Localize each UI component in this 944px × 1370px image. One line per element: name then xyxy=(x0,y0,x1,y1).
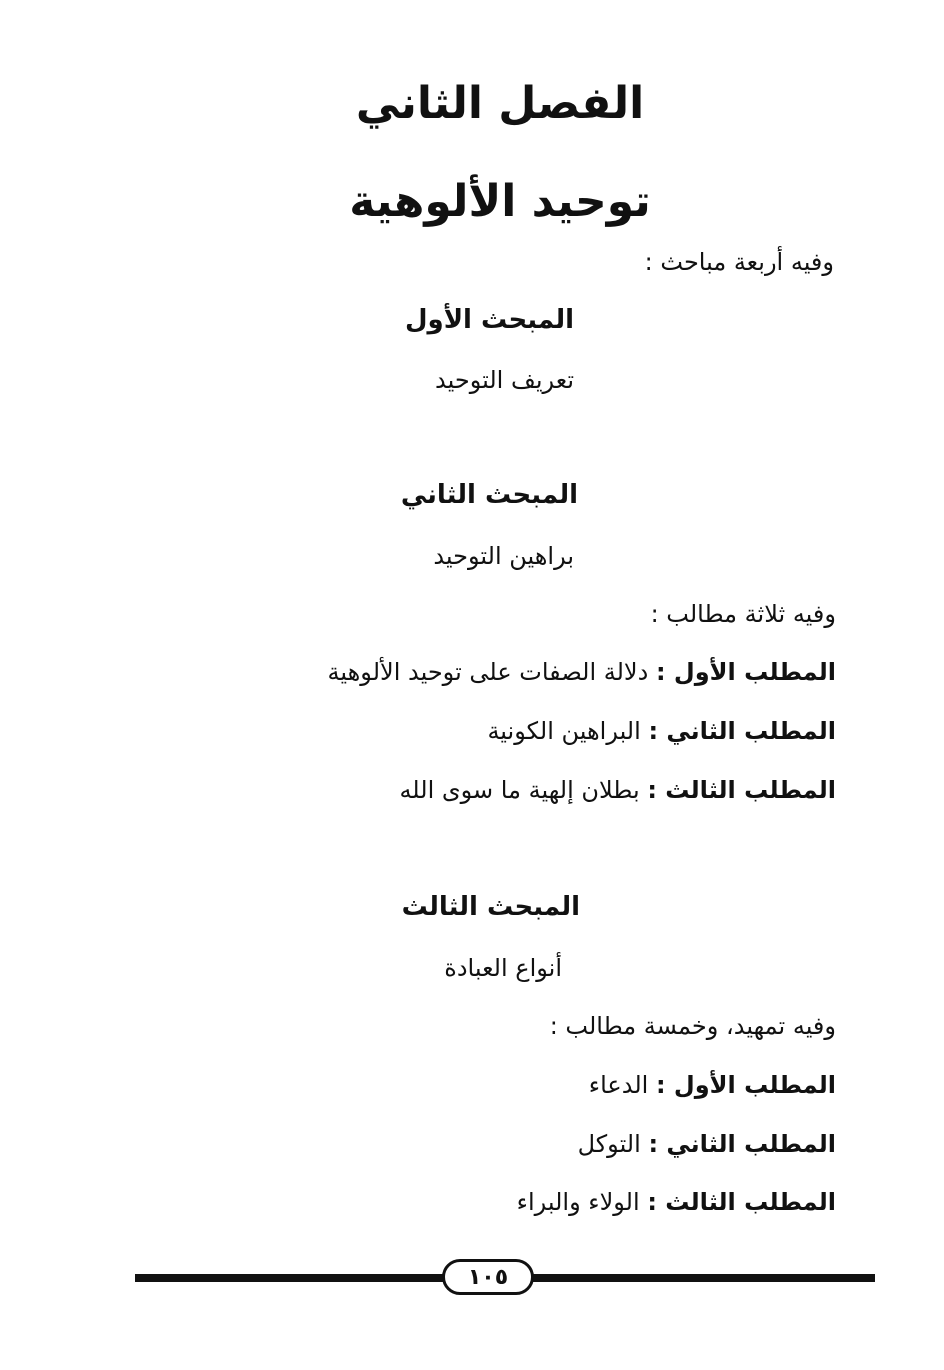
item-text: الدعاء xyxy=(588,1071,649,1099)
section3-intro: وفيه تمهيد، وخمسة مطالب : xyxy=(549,1012,836,1040)
chapter-intro: وفيه أربعة مباحث : xyxy=(644,248,834,276)
section3-subtitle: أنواع العبادة xyxy=(444,954,562,982)
section2-item xyxy=(487,717,836,745)
item-text: الولاء والبراء xyxy=(516,1188,640,1216)
item-label: المطلب الأول : xyxy=(655,658,836,686)
section3-item xyxy=(589,1071,836,1099)
chapter-title: الفصل الثاني xyxy=(355,78,645,129)
section3-item xyxy=(517,1188,836,1216)
chapter-subject: توحيد الألوهية xyxy=(349,176,651,227)
section2-intro: وفيه ثلاثة مطالب : xyxy=(650,600,836,628)
item-text: التوكل xyxy=(577,1130,641,1158)
page-number: ١٠٥ xyxy=(442,1259,534,1295)
item-label: المطلب الثالث : xyxy=(647,776,836,804)
item-text: البراهين الكونية xyxy=(487,717,641,745)
section1-subtitle: تعريف التوحيد xyxy=(435,366,574,394)
section2-item xyxy=(328,658,836,686)
section3-heading: المبحث الثالث xyxy=(401,892,580,922)
section2-item xyxy=(399,776,836,804)
item-text: دلالة الصفات على توحيد الألوهية xyxy=(327,658,649,686)
item-label: المطلب الأول : xyxy=(655,1071,836,1099)
item-label: المطلب الثاني : xyxy=(648,717,836,745)
section3-item xyxy=(578,1130,836,1158)
item-text: بطلان إلهية ما سوى الله xyxy=(399,776,640,804)
item-label: المطلب الثاني : xyxy=(648,1130,836,1158)
section2-subtitle: براهين التوحيد xyxy=(433,542,574,570)
section1-heading: المبحث الأول xyxy=(404,305,574,335)
section2-heading: المبحث الثاني xyxy=(400,480,578,510)
item-label: المطلب الثالث : xyxy=(647,1188,836,1216)
